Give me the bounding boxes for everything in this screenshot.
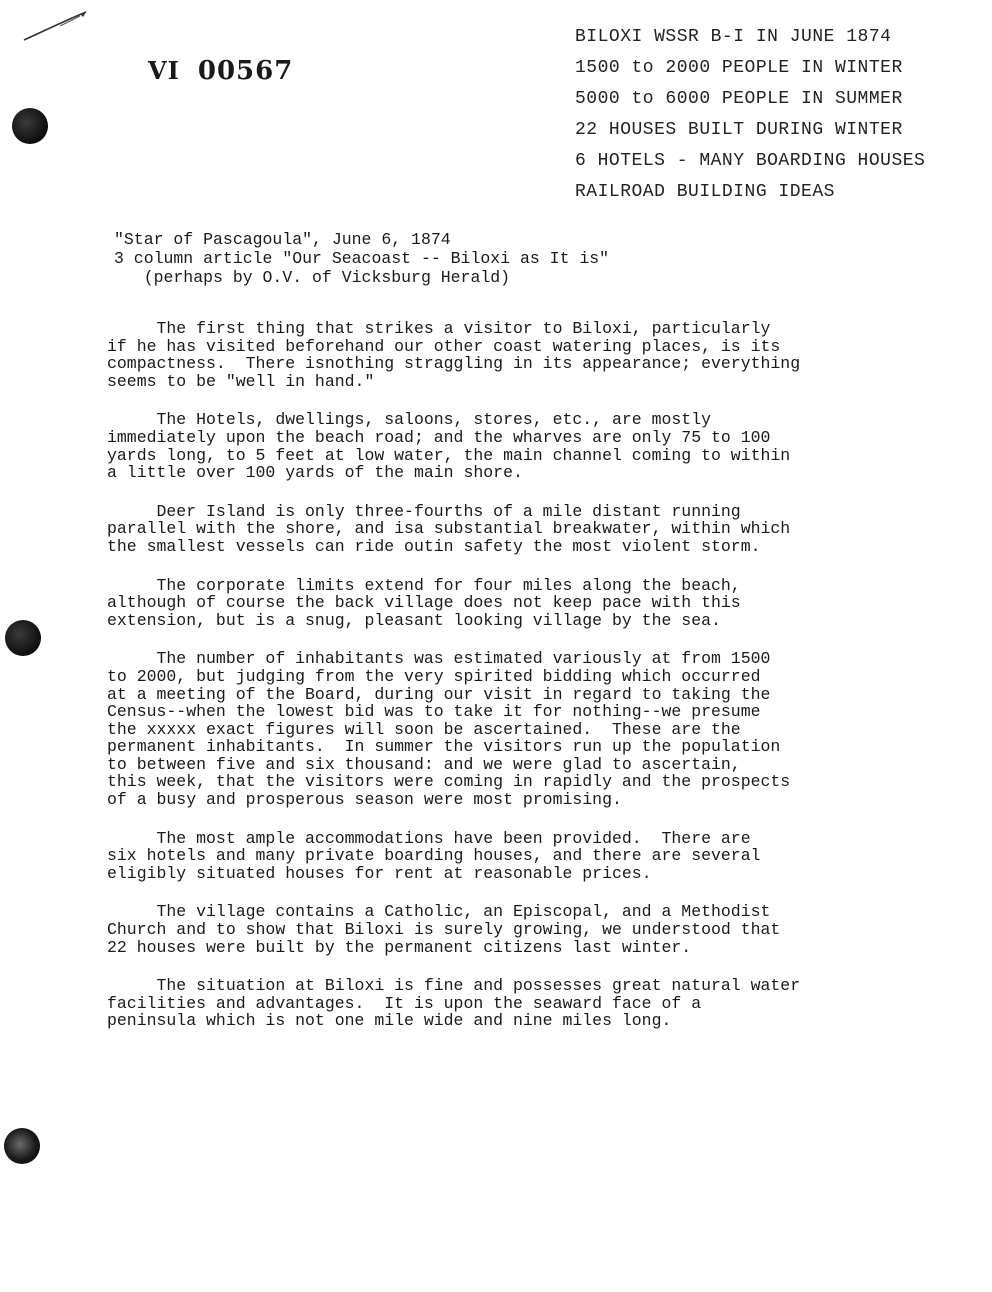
- text-line: compactness. There isnothing straggling in its appearance; everything: [107, 354, 801, 374]
- text-line: immediately upon the beach road; and the wharves are only 75 to 100: [107, 427, 771, 447]
- paragraph: [107, 903, 967, 956]
- text-line: Census--when the lowest bid was to take it for nothing--we presume: [107, 702, 761, 722]
- text-line: if he has visited beforehand our other coast watering places, is its: [107, 336, 781, 356]
- text-line: a little over 100 yards of the main shore.: [107, 463, 523, 483]
- paragraph: [107, 830, 967, 883]
- paragraph: [107, 577, 967, 630]
- text-line: The situation at Biloxi is fine and possesses great natural water: [107, 976, 801, 996]
- text-line: to between five and six thousand: and we were glad to ascertain,: [107, 754, 741, 774]
- text-line: parallel with the shore, and isa substantial breakwater, within which: [107, 519, 791, 539]
- stamp-line: RAILROAD BUILDING IDEAS: [575, 182, 835, 202]
- text-line: 22 houses were built by the permanent citizens last winter.: [107, 937, 692, 957]
- text-line: of a busy and prosperous season were most promising.: [107, 790, 622, 810]
- text-line: The most ample accommodations have been provided. There are: [107, 828, 751, 848]
- stamp-summary: [575, 22, 975, 208]
- text-line: at a meeting of the Board, during our visit in regard to taking the: [107, 684, 771, 704]
- article-body: [107, 320, 967, 1051]
- source-line: (perhaps by O.V. of Vicksburg Herald): [114, 268, 511, 287]
- source-citation: [114, 230, 609, 287]
- document-number-prefix: VI: [148, 56, 180, 85]
- text-line: extension, but is a snug, pleasant looking village by the sea.: [107, 610, 721, 630]
- stamp-line: BILOXI WSSR B-I IN JUNE 1874: [575, 27, 892, 47]
- text-line: yards long, to 5 feet at low water, the main channel coming to within: [107, 445, 791, 465]
- document-number: [148, 56, 293, 86]
- paragraph: [107, 650, 967, 808]
- stamp-line: 6 HOTELS - MANY BOARDING HOUSES: [575, 151, 926, 171]
- source-line: "Star of Pascagoula", June 6, 1874: [114, 230, 451, 249]
- stamp-line: 22 HOUSES BUILT DURING WINTER: [575, 120, 903, 140]
- paragraph: [107, 320, 967, 390]
- paragraph: [107, 411, 967, 481]
- text-line: Deer Island is only three-fourths of a mile distant running: [107, 501, 741, 521]
- source-line: 3 column article "Our Seacoast -- Biloxi as It is": [114, 249, 610, 268]
- text-line: to 2000, but judging from the very spirited bidding which occurred: [107, 666, 761, 686]
- stamp-line: 1500 to 2000 PEOPLE IN WINTER: [575, 58, 903, 78]
- text-line: Church and to show that Biloxi is surely growing, we understood that: [107, 920, 781, 940]
- text-line: The first thing that strikes a visitor to Biloxi, particularly: [107, 319, 771, 338]
- text-line: eligibly situated houses for rent at reasonable prices.: [107, 863, 652, 883]
- text-line: facilities and advantages. It is upon the seaward face of a: [107, 993, 702, 1013]
- text-line: although of course the back village does not keep pace with this: [107, 593, 741, 613]
- text-line: The village contains a Catholic, an Episcopal, and a Methodist: [107, 902, 771, 922]
- text-line: The Hotels, dwellings, saloons, stores, etc., are mostly: [107, 410, 711, 430]
- text-line: this week, that the visitors were coming in rapidly and the prospects: [107, 772, 791, 792]
- stamp-line: 5000 to 6000 PEOPLE IN SUMMER: [575, 89, 903, 109]
- text-line: the smallest vessels can ride outin safety the most violent storm.: [107, 536, 761, 556]
- paragraph: [107, 977, 967, 1030]
- paragraph: [107, 503, 967, 556]
- document-number-value: 00567: [197, 56, 294, 86]
- binder-hole: [12, 108, 48, 144]
- text-line: permanent inhabitants. In summer the visitors run up the population: [107, 737, 781, 757]
- text-line: peninsula which is not one mile wide and nine miles long.: [107, 1011, 672, 1031]
- binder-hole: [4, 1128, 40, 1164]
- text-line: seems to be "well in hand.": [107, 371, 375, 391]
- binder-hole: [5, 620, 41, 656]
- text-line: The number of inhabitants was estimated variously at from 1500: [107, 649, 771, 669]
- text-line: six hotels and many private boarding houses, and there are several: [107, 846, 761, 866]
- text-line: The corporate limits extend for four miles along the beach,: [107, 575, 741, 595]
- text-line: the xxxxx exact figures will soon be ascertained. These are the: [107, 719, 741, 739]
- pen-scratch: [20, 6, 90, 46]
